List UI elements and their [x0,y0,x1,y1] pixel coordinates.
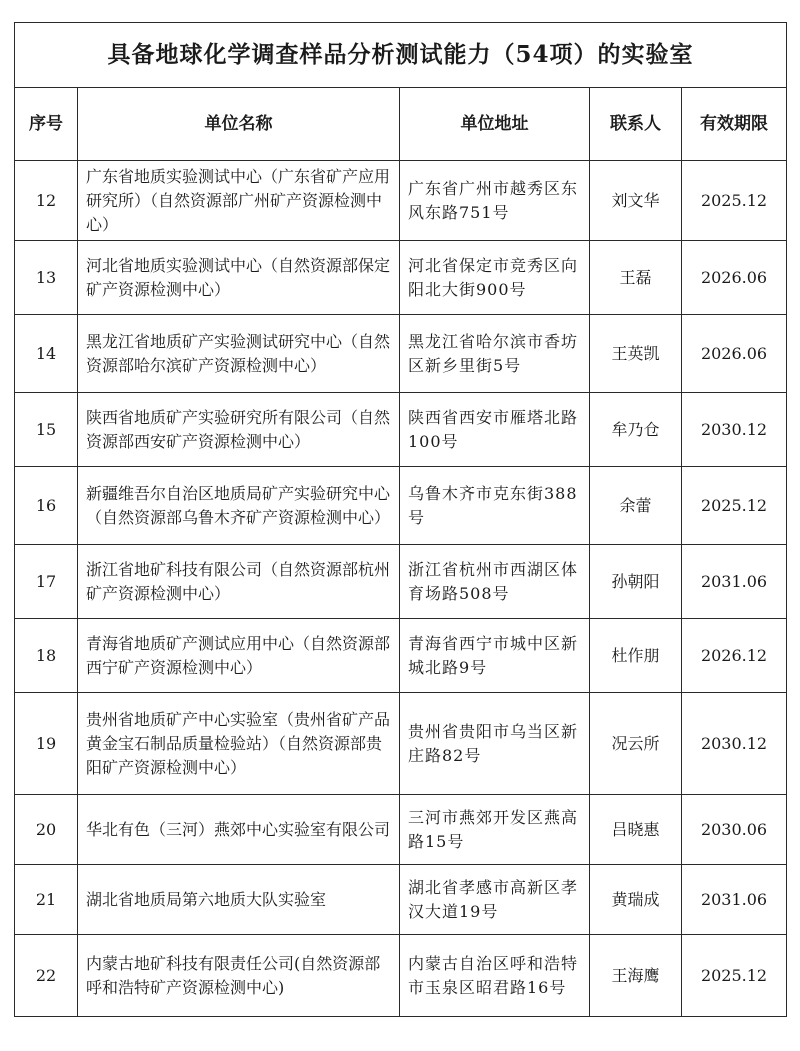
cell-contact: 王磊 [590,241,682,315]
table-row [15,545,787,619]
cell-valid: 2025.12 [682,935,787,1017]
table-row [15,865,787,935]
cell-valid: 2031.06 [682,865,787,935]
cell-address: 陕西省西安市雁塔北路100号 [400,393,590,467]
cell-valid: 2026.06 [682,241,787,315]
title-row [15,23,787,88]
table-row [15,467,787,545]
cell-address: 三河市燕郊开发区燕高路15号 [400,795,590,865]
header-valid: 有效期限 [682,88,787,161]
cell-contact: 牟乃仓 [590,393,682,467]
table-row [15,161,787,241]
cell-valid: 2030.12 [682,693,787,795]
table-row [15,315,787,393]
cell-unit: 青海省地质矿产测试应用中心（自然资源部西宁矿产资源检测中心） [78,619,400,693]
cell-valid: 2026.12 [682,619,787,693]
cell-no: 12 [15,161,78,241]
cell-contact: 王英凯 [590,315,682,393]
cell-address: 黑龙江省哈尔滨市香坊区新乡里街5号 [400,315,590,393]
cell-contact: 吕晓惠 [590,795,682,865]
cell-unit: 新疆维吾尔自治区地质局矿产实验研究中心（自然资源部乌鲁木齐矿产资源检测中心） [78,467,400,545]
table-row [15,935,787,1017]
cell-valid: 2030.06 [682,795,787,865]
cell-unit: 陕西省地质矿产实验研究所有限公司（自然资源部西安矿产资源检测中心） [78,393,400,467]
table-row [15,693,787,795]
cell-contact: 刘文华 [590,161,682,241]
cell-no: 17 [15,545,78,619]
cell-contact: 余蕾 [590,467,682,545]
table-row [15,241,787,315]
cell-unit: 黑龙江省地质矿产实验测试研究中心（自然资源部哈尔滨矿产资源检测中心） [78,315,400,393]
table-row [15,393,787,467]
header-contact: 联系人 [590,88,682,161]
cell-no: 19 [15,693,78,795]
header-row [15,88,787,161]
cell-no: 14 [15,315,78,393]
cell-no: 20 [15,795,78,865]
cell-valid: 2031.06 [682,545,787,619]
cell-unit: 华北有色（三河）燕郊中心实验室有限公司 [78,795,400,865]
header-unit: 单位名称 [78,88,400,161]
cell-address: 河北省保定市竞秀区向阳北大街900号 [400,241,590,315]
cell-contact: 孙朝阳 [590,545,682,619]
cell-contact: 杜作朋 [590,619,682,693]
cell-address: 广东省广州市越秀区东风东路751号 [400,161,590,241]
cell-valid: 2025.12 [682,467,787,545]
cell-address: 乌鲁木齐市克东街388号 [400,467,590,545]
cell-valid: 2025.12 [682,161,787,241]
cell-valid: 2026.06 [682,315,787,393]
cell-no: 13 [15,241,78,315]
cell-address: 内蒙古自治区呼和浩特市玉泉区昭君路16号 [400,935,590,1017]
cell-no: 18 [15,619,78,693]
cell-unit: 浙江省地矿科技有限公司（自然资源部杭州矿产资源检测中心） [78,545,400,619]
cell-no: 22 [15,935,78,1017]
cell-address: 青海省西宁市城中区新城北路9号 [400,619,590,693]
header-no: 序号 [15,88,78,161]
lab-table [14,22,787,1017]
cell-unit: 湖北省地质局第六地质大队实验室 [78,865,400,935]
table-row [15,795,787,865]
cell-address: 贵州省贵阳市乌当区新庄路82号 [400,693,590,795]
cell-address: 浙江省杭州市西湖区体育场路508号 [400,545,590,619]
cell-unit: 广东省地质实验测试中心（广东省矿产应用研究所）（自然资源部广州矿产资源检测中心） [78,161,400,241]
cell-no: 16 [15,467,78,545]
cell-no: 15 [15,393,78,467]
cell-contact: 况云所 [590,693,682,795]
cell-unit: 河北省地质实验测试中心（自然资源部保定矿产资源检测中心） [78,241,400,315]
header-address: 单位地址 [400,88,590,161]
table-title: 具备地球化学调查样品分析测试能力（54项）的实验室 [15,23,787,88]
cell-unit: 贵州省地质矿产中心实验室（贵州省矿产品黄金宝石制品质量检验站）（自然资源部贵阳矿产资源检测中心） [78,693,400,795]
cell-address: 湖北省孝感市高新区孝汉大道19号 [400,865,590,935]
table-row [15,619,787,693]
cell-unit: 内蒙古地矿科技有限责任公司(自然资源部呼和浩特矿产资源检测中心) [78,935,400,1017]
cell-valid: 2030.12 [682,393,787,467]
cell-contact: 黄瑞成 [590,865,682,935]
cell-no: 21 [15,865,78,935]
cell-contact: 王海鹰 [590,935,682,1017]
